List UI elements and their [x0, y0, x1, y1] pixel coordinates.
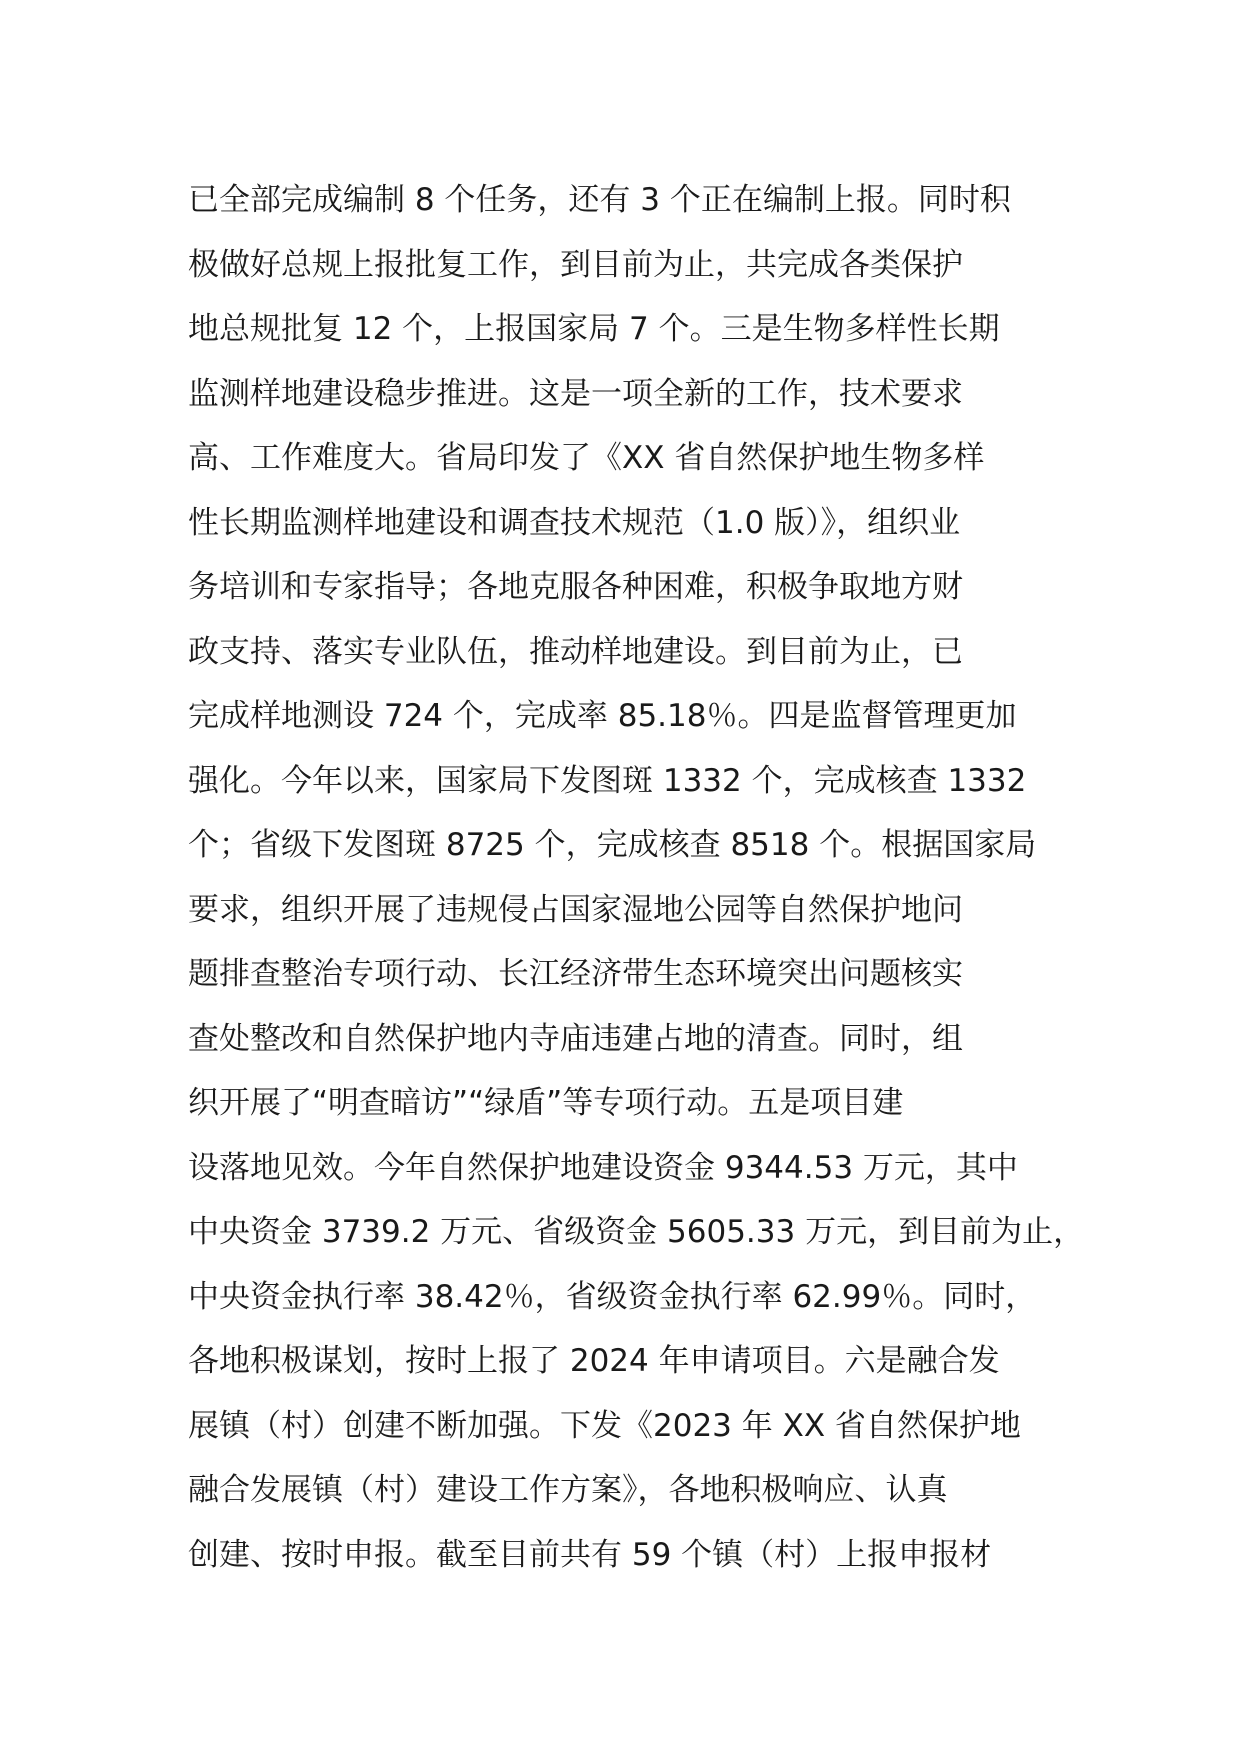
text-line: 创建、按时申报。截至目前共有 59 个镇（村）上报申报材	[188, 1536, 992, 1573]
text-line: 各地积极谋划，按时上报了 2024 年申请项目。六是融合发	[188, 1343, 1000, 1379]
text-line: 完成样地测设 724 个，完成率 85.18％。四是监督管理更加	[188, 698, 1017, 734]
text-line: 查处整改和自然保护地内寺庙违建占地的清查。同时，组	[188, 1020, 963, 1057]
text-line: 融合发展镇（村）建设工作方案》，各地积极响应、认真	[188, 1472, 948, 1508]
text-line: 个；省级下发图斑 8725 个，完成核查 8518 个。根据国家局	[188, 827, 1037, 863]
text-line: 中央资金执行率 38.42％，省级资金执行率 62.99％。同时，	[188, 1278, 1037, 1315]
text-line: 性长期监测样地建设和调查技术规范（1.0 版）》，组织业	[188, 504, 961, 541]
text-line: 要求，组织开展了违规侵占国家湿地公园等自然保护地问	[188, 891, 963, 928]
text-line: 中央资金 3739.2 万元、省级资金 5605.33 万元，到目前为止，	[188, 1214, 1085, 1250]
text-line: 极做好总规上报批复工作，到目前为止，共完成各类保护	[188, 246, 963, 283]
text-line: 已全部完成编制 8 个任务，还有 3 个正在编制上报。同时积	[188, 182, 1011, 218]
text-line: 监测样地建设稳步推进。这是一项全新的工作，技术要求	[188, 375, 963, 412]
text-line: 展镇（村）创建不断加强。下发《2023 年 XX 省自然保护地	[188, 1407, 1021, 1444]
text-line: 地总规批复 12 个，上报国家局 7 个。三是生物多样性长期	[188, 311, 1000, 347]
text-line: 务培训和专家指导；各地克服各种困难，积极争取地方财	[188, 569, 963, 605]
text-line: 强化。今年以来，国家局下发图斑 1332 个，完成核查 1332	[188, 762, 1027, 799]
text-line: 织开展了“明查暗访”“绿盾”等专项行动。五是项目建	[188, 1085, 904, 1121]
body-text	[188, 168, 1088, 1587]
text-line: 题排查整治专项行动、长江经济带生态环境突出问题核实	[188, 956, 963, 992]
text-line: 设落地见效。今年自然保护地建设资金 9344.53 万元，其中	[188, 1149, 1018, 1186]
text-line: 高、工作难度大。省局印发了《XX 省自然保护地生物多样	[188, 440, 985, 476]
text-line: 政支持、落实专业队伍，推动样地建设。到目前为止，已	[188, 633, 963, 670]
